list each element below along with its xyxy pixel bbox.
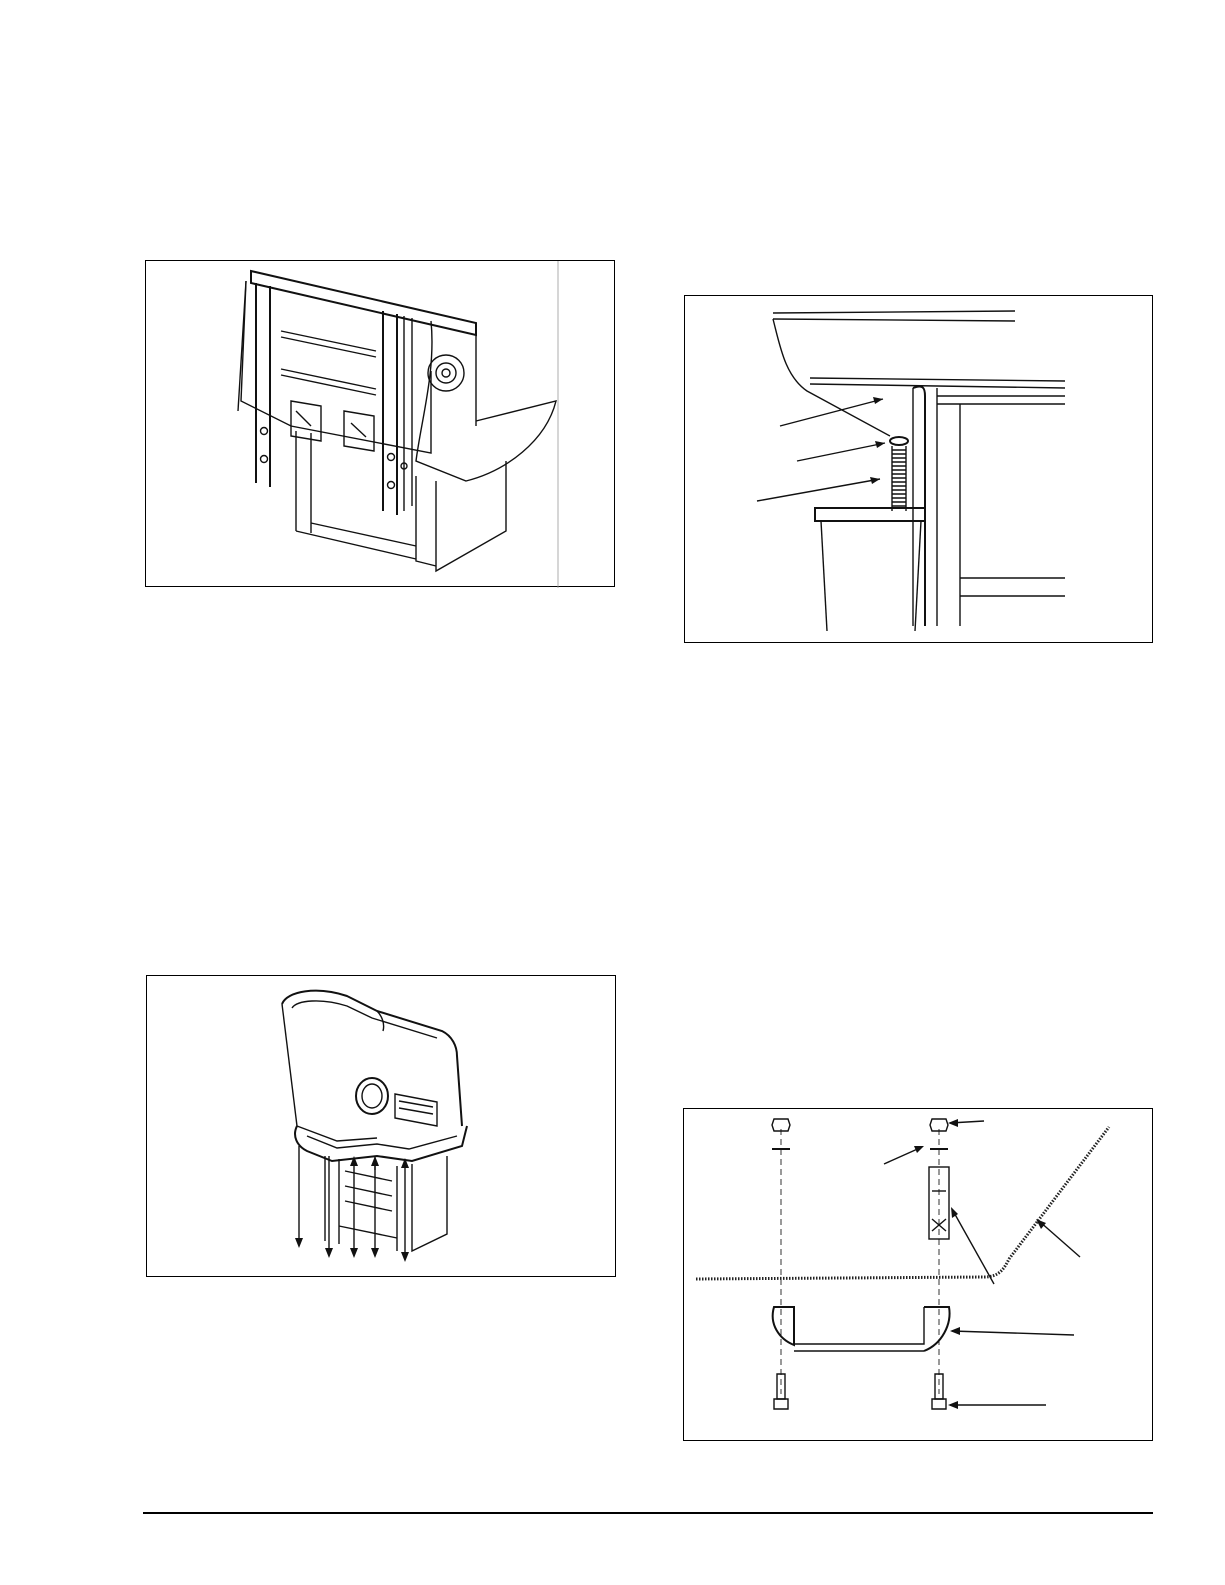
corrugated-hose bbox=[892, 446, 906, 511]
bracket-bolt-exploded-illustration bbox=[684, 1109, 1154, 1442]
figure-drain-hose-bucket bbox=[684, 295, 1153, 643]
callout-arrows bbox=[884, 1119, 1080, 1409]
figure-bracket-bolt-exploded bbox=[683, 1108, 1153, 1441]
figure-console-rear-frame bbox=[145, 260, 615, 587]
figure-console-lift-off bbox=[146, 975, 616, 1277]
console-rear-frame-illustration bbox=[146, 261, 616, 588]
footer-rule bbox=[143, 1512, 1153, 1514]
lift-arrows bbox=[295, 1146, 409, 1262]
drain-hose-to-bucket-illustration bbox=[685, 296, 1154, 644]
console-lift-off-illustration bbox=[147, 976, 617, 1278]
